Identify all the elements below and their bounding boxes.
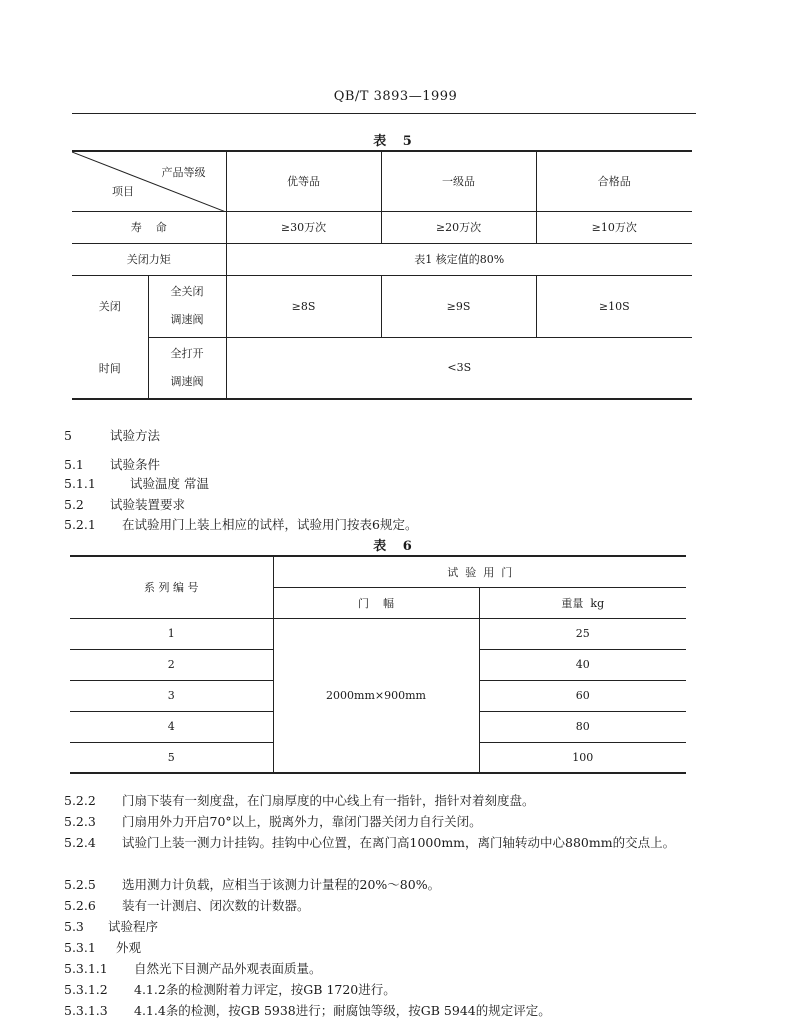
- paragraph-number: 5.3.1.2: [64, 982, 108, 997]
- paragraph-text: 门扇下装有一刻度盘，在门扇厚度的中心线上有一指针，指针对着刻度盘。: [122, 793, 535, 808]
- paragraph-text: 4.1.4条的检测，按GB 5938进行；耐腐蚀等级，按GB 5944的规定评定。: [134, 1003, 551, 1018]
- section-number: 5.2.1: [64, 517, 96, 532]
- paragraph-5-3-1-3: [58, 1000, 693, 1021]
- paragraph-5-3-1-1: [58, 958, 693, 979]
- paragraph-5-2-4: [58, 832, 693, 853]
- open-time-sub: [148, 337, 226, 399]
- series-cell: 4: [70, 711, 273, 742]
- life-value: ≥20万次: [381, 211, 536, 243]
- series-cell: 1: [70, 618, 273, 649]
- series-cell: 5: [70, 742, 273, 773]
- table6-header-row-1: [70, 556, 686, 587]
- paragraph-number: 5.3: [64, 919, 84, 934]
- life-label: 寿 命: [72, 211, 226, 243]
- weight-cell: 40: [479, 649, 686, 680]
- section-5-1: [64, 455, 160, 473]
- paragraph-number: 5.2.5: [64, 877, 96, 892]
- grade-header: 一级品: [381, 151, 536, 211]
- life-row: [72, 211, 692, 243]
- section-5-3-1: [58, 937, 693, 958]
- section-5-2: [64, 495, 185, 513]
- torque-value: 表1 核定值的80%: [226, 243, 692, 275]
- torque-row: [72, 243, 692, 275]
- weight-header: 重量 kg: [479, 587, 686, 618]
- section-text: 试验装置要求: [110, 497, 186, 512]
- section-text: 试验方法: [110, 428, 161, 443]
- paragraph-text: 试验门上装一测力计挂钩。挂钩中心位置，在离门高1000mm，离门轴转动中心880mm的交点上。: [122, 835, 676, 850]
- paragraph-text: 4.1.2条的检测附着力评定，按GB 1720进行。: [134, 982, 396, 997]
- header-rule: [72, 113, 696, 114]
- paragraph-text: 门扇用外力开启70°以上，脱离外力，靠闭门器关闭力自行关闭。: [122, 814, 482, 829]
- door-header: 试 验 用 门: [273, 556, 686, 587]
- paragraph-number: 5.2.3: [64, 814, 96, 829]
- close-time-row: [72, 275, 692, 337]
- torque-label: 关闭力矩: [72, 243, 226, 275]
- paragraph-5-2-3: [58, 811, 693, 832]
- paragraph-5-2-2: [58, 790, 693, 811]
- paragraph-number: 5.2.6: [64, 898, 96, 913]
- section-number: 5: [64, 428, 72, 443]
- open-time-label: 时间: [72, 337, 148, 399]
- open-time-value: <3S: [226, 337, 692, 399]
- table5-diagonal-cell: [72, 151, 226, 211]
- paragraph-number: 5.3.1: [64, 940, 96, 955]
- life-value: ≥10万次: [536, 211, 692, 243]
- diagonal-line: [72, 152, 226, 212]
- paragraph-5-2-6: [58, 895, 693, 916]
- table5-caption: 表 5: [373, 134, 418, 149]
- paragraph-text: 试验程序: [108, 919, 159, 934]
- section-number: 5.1.1: [64, 476, 96, 491]
- section-5-3: [58, 916, 693, 937]
- weight-cell: 100: [479, 742, 686, 773]
- sub-label: 全关闭: [170, 285, 204, 298]
- weight-cell: 80: [479, 711, 686, 742]
- series-cell: 2: [70, 649, 273, 680]
- close-time-sub: [148, 275, 226, 337]
- life-value: ≥30万次: [226, 211, 381, 243]
- grade-header: 优等品: [226, 151, 381, 211]
- doc-code: QB/T 3893—1999: [333, 89, 458, 104]
- section-5-1-1: [64, 474, 209, 492]
- paragraph-text: 自然光下目测产品外观表面质量。: [134, 961, 322, 976]
- diag-top-label: 产品等级: [161, 166, 206, 179]
- weight-cell: 25: [479, 618, 686, 649]
- weight-cell: 60: [479, 680, 686, 711]
- table6-caption: 表 6: [373, 539, 418, 554]
- table5-header-row: [72, 151, 692, 211]
- paragraph-text: 选用测力计负载，应相当于该测力计量程的20%～80%。: [122, 877, 441, 892]
- table6: [70, 555, 686, 774]
- paragraph-number: 5.3.1.1: [64, 961, 108, 976]
- section-text: 试验温度 常温: [130, 476, 209, 491]
- close-time-value: ≥8S: [226, 275, 381, 337]
- open-time-row: [72, 337, 692, 399]
- series-header: 系 列 编 号: [70, 556, 273, 618]
- sub-label: 全打开: [170, 346, 204, 360]
- paragraph-5-2-5: [58, 874, 693, 895]
- series-cell: 3: [70, 680, 273, 711]
- paragraph-number: 5.3.1.3: [64, 1003, 108, 1018]
- paragraph-number: 5.2.4: [64, 835, 96, 850]
- sub-label: 调速阀: [170, 374, 204, 388]
- paragraph-text: 装有一计测启、闭次数的计数器。: [122, 898, 310, 913]
- paragraph-text: 外观: [116, 940, 142, 955]
- close-time-label: 关闭: [72, 275, 148, 337]
- paragraph-5-3-1-2: [58, 979, 693, 1000]
- section-number: 5.2: [64, 497, 84, 512]
- width-cell: 2000mm×900mm: [273, 618, 479, 773]
- grade-header: 合格品: [536, 151, 692, 211]
- close-time-value: ≥10S: [536, 275, 692, 337]
- section-number: 5.1: [64, 457, 84, 472]
- sub-label: 调速阀: [170, 313, 204, 326]
- section-5: [64, 426, 160, 444]
- section-text: 在试验用门上装上相应的试样，试验用门按表6规定。: [122, 517, 418, 532]
- section-text: 试验条件: [110, 457, 161, 472]
- table-row: [70, 618, 686, 649]
- paragraph-number: 5.2.2: [64, 793, 96, 808]
- diag-bottom-label: 项目: [112, 184, 134, 198]
- table5: [72, 150, 692, 400]
- width-header: 门 幅: [273, 587, 479, 618]
- section-5-2-1: [64, 515, 417, 533]
- close-time-value: ≥9S: [381, 275, 536, 337]
